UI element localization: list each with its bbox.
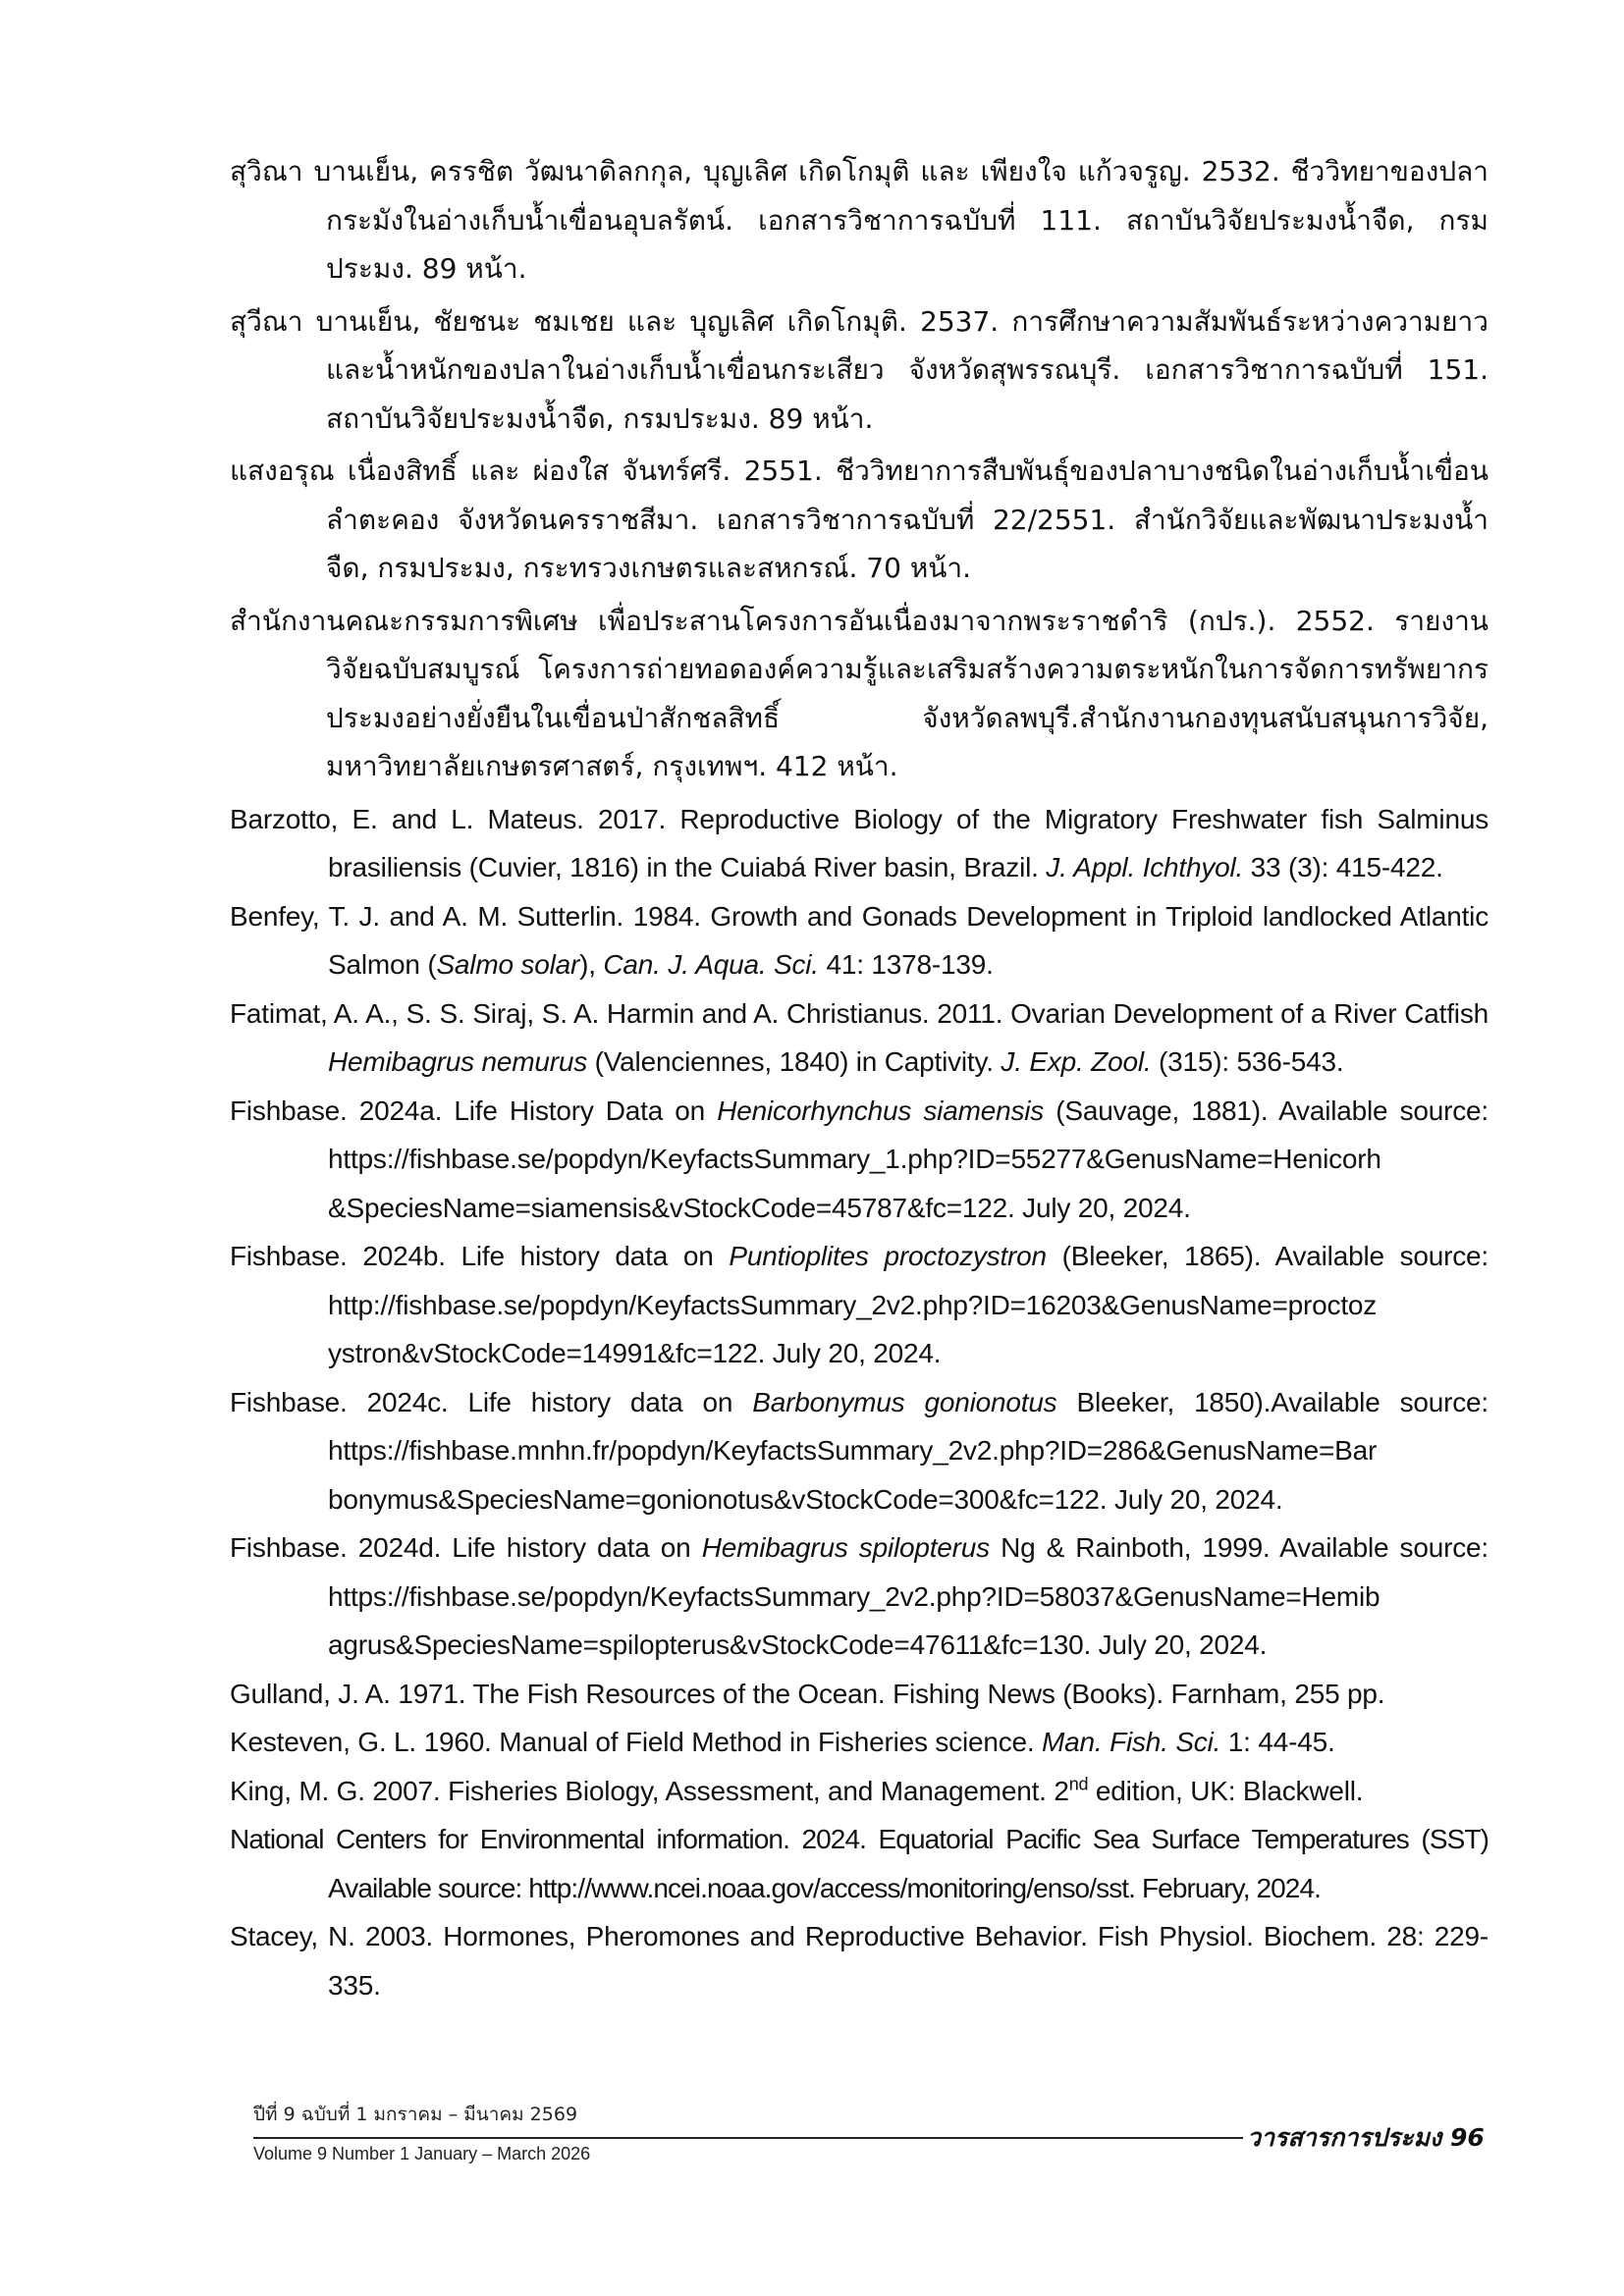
reference-entry — [230, 1087, 1489, 1233]
reference-entry — [230, 147, 1489, 294]
reference-list — [230, 147, 1489, 2009]
reference-text: Benfey, T. J. and A. M. Sutterlin. 1984. Growth and Gonads Development in Triploid landlocked Atlantic Salmon ( — [230, 900, 1489, 980]
reference-text: Fishbase. 2024d. Life history data on — [230, 1532, 702, 1563]
reference-text: edition, UK: Blackwell. — [1088, 1775, 1364, 1806]
reference-text: 41: 1378-139. — [818, 949, 994, 980]
footer-journal-page: วารสารการประมง 96 — [1247, 2123, 1485, 2152]
reference-text: Fishbase. 2024c. Life history data on — [230, 1386, 753, 1417]
reference-entry — [230, 989, 1489, 1087]
reference-text: 1: 44-45. — [1220, 1727, 1335, 1757]
reference-italic-text: Hemibagrus spilopterus — [701, 1532, 990, 1563]
reference-text: King, M. G. 2007. Fisheries Biology, Assessment, and Management. 2 — [230, 1775, 1069, 1806]
reference-text: สุวิณา บานเย็น, ครรชิต วัฒนาดิลกกุล, บุญเลิศ เกิดโกมุติ และ เพียงใจ แก้วจรูญ. 2532. ชีววิทยาของปลากระมังในอ่างเก็บน้ำเขื่อนอุบลรัตน์. เอกสารวิชาการฉบับที่ 111. สถาบันวิจัยประมงน้ำจืด, กรมประมง. 89 หน้า. — [230, 155, 1489, 285]
reference-entry — [230, 297, 1489, 444]
reference-italic-text: J. Exp. Zool. — [1001, 1046, 1152, 1077]
reference-text: (Sauvage, 1881). Available source: https://fishbase.se/popdyn/KeyfactsSummary_1.php?ID=55277&GenusName=Henicorh &SpeciesName=siamensis&vStockCode=45787&fc=122. July 20, 2024. — [328, 1095, 1489, 1223]
reference-text: ), — [579, 949, 604, 980]
reference-italic-text: J. Appl. Ichthyol. — [1046, 852, 1244, 882]
reference-text: Kesteven, G. L. 1960. Manual of Field Method in Fisheries science. — [230, 1727, 1043, 1757]
reference-text: Fishbase. 2024b. Life history data on — [230, 1241, 730, 1271]
reference-entry — [230, 1378, 1489, 1524]
reference-text: สุวีณา บานเย็น, ชัยชนะ ชมเชย และ บุญเลิศ เกิดโกมุติ. 2537. การศึกษาความสัมพันธ์ระหว่างความยาวและน้ำหนักของปลาในอ่างเก็บน้ำเขื่อนกระเสียว จังหวัดสุพรรณบุรี. เอกสารวิชาการฉบับที่ 151. สถาบันวิจัยประมงน้ำจืด, กรมประมง. 89 หน้า. — [230, 304, 1489, 435]
reference-entry — [230, 892, 1489, 989]
reference-text: (315): 536-543. — [1151, 1046, 1344, 1077]
reference-italic-text: Man. Fish. Sci. — [1042, 1727, 1221, 1757]
reference-text: Ng & Rainboth, 1999. Available source: https://fishbase.se/popdyn/KeyfactsSummary_2v2.php?ID=58037&GenusName=Hemib agrus&SpeciesName=spilopterus&vStockCode=47611&fc=130. July 20, 2024. — [328, 1532, 1489, 1660]
reference-text: National Centers for Environmental information. 2024. Equatorial Pacific Sea Surface Temperatures (SST) Available source: http://www.ncei.noaa.gov/access/monitoring/enso/sst. February, 2024. — [230, 1824, 1489, 1903]
reference-entry — [230, 795, 1489, 892]
reference-italic-text: Can. J. Aqua. Sci. — [603, 949, 819, 980]
reference-italic-text: Henicorhynchus siamensis — [717, 1095, 1045, 1126]
reference-italic-text: Hemibagrus nemurus — [328, 1046, 588, 1077]
reference-text: Barzotto, E. and L. Mateus. 2017. Reproductive Biology of the Migratory Freshwater fish Salminus brasiliensis (Cuvier, 1816) in the Cuiabá River basin, Brazil. — [230, 803, 1489, 882]
reference-text: (Bleeker, 1865). Available source: http://fishbase.se/popdyn/KeyfactsSummary_2v2.php?ID=16203&GenusName=proctoz ystron&vStockCode=14991&fc=122. July 20, 2024. — [328, 1241, 1489, 1368]
footer-volume-thai: ปีที่ 9 ฉบับที่ 1 มกราคม – มีนาคม 2569 — [253, 2104, 578, 2125]
reference-entry — [230, 1232, 1489, 1378]
reference-entry — [230, 1718, 1489, 1767]
reference-entry — [230, 1912, 1489, 2009]
reference-text: Bleeker, 1850).Available source: https://fishbase.mnhn.fr/popdyn/KeyfactsSummary_2v2.php?ID=286&GenusName=Bar bonymus&SpeciesName=gonionotus&vStockCode=300&fc=122. July 20, 2024. — [328, 1386, 1489, 1515]
reference-entry — [230, 1670, 1489, 1719]
reference-text: Fatimat, A. A., S. S. Siraj, S. A. Harmin and A. Christianus. 2011. Ovarian Development of a River Catfish — [230, 997, 1489, 1029]
reference-text: Stacey, N. 2003. Hormones, Pheromones and Reproductive Behavior. Fish Physiol. Biochem. 28: 229-335. — [230, 1921, 1489, 2001]
footer-rule — [253, 2137, 1243, 2139]
reference-entry — [230, 1767, 1489, 1816]
reference-text: สำนักงานคณะกรรมการพิเศษ เพื่อประสานโครงการอันเนื่องมาจากพระราชดำริ (กปร.). 2552. รายงานวิจัยฉบับสมบูรณ์ โครงการถ่ายทอดองค์ความรู้และเสริมสร้างความตระหนักในการจัดการทรัพยากรประมงอย่างยั่งยืนในเขื่อนป่าสักชลสิทธิ์ จังหวัดลพบุรี.สำนักงานกองทุนสนับสนุนการวิจัย, มหาวิทยาลัยเกษตรศาสตร์, กรุงเทพฯ. 412 หน้า. — [230, 604, 1489, 782]
reference-text: Gulland, J. A. 1971. The Fish Resources of the Ocean. Fishing News (Books). Farnham, 255 pp. — [230, 1678, 1385, 1709]
reference-text: 33 (3): 415-422. — [1243, 852, 1443, 882]
reference-italic-text: Salmo solar — [436, 949, 580, 980]
reference-superscript: nd — [1068, 1774, 1089, 1794]
reference-entry — [230, 1815, 1489, 1912]
reference-text: Fishbase. 2024a. Life History Data on — [230, 1095, 718, 1126]
reference-text: แสงอรุณ เนื่องสิทธิ์ และ ผ่องใส จันทร์ศรี. 2551. ชีววิทยาการสืบพันธุ์ของปลาบางชนิดในอ่างเก็บน้ำเขื่อนลำตะคอง จังหวัดนครราชสีมา. เอกสารวิชาการฉบับที่ 22/2551. สำนักวิจัยและพัฒนาประมงน้ำจืด, กรมประมง, กระทรวงเกษตรและสหกรณ์. 70 หน้า. — [230, 454, 1489, 584]
reference-entry — [230, 447, 1489, 593]
reference-italic-text: Barbonymus gonionotus — [752, 1386, 1057, 1417]
reference-italic-text: Puntioplites proctozystron — [729, 1241, 1047, 1271]
reference-entry — [230, 1523, 1489, 1670]
footer-volume-english: Volume 9 Number 1 January – March 2026 — [253, 2144, 591, 2163]
reference-entry — [230, 597, 1489, 791]
reference-text: (Valenciennes, 1840) in Captivity. — [587, 1046, 1001, 1077]
